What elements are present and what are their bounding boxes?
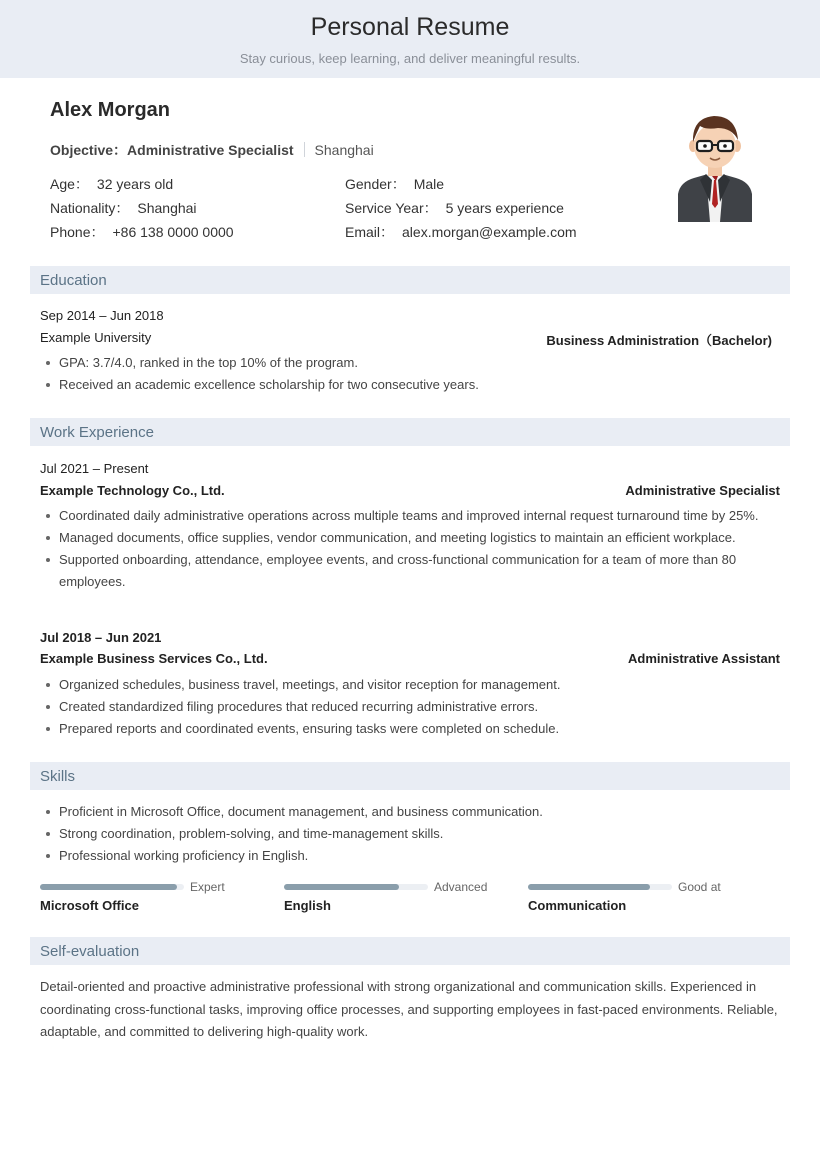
skill-bar-track [40, 884, 184, 890]
skill-level: Advanced [434, 880, 488, 894]
list-item: Supported onboarding, attendance, employee events, and cross-functional communication for a team of more than 80 employees. [40, 549, 785, 593]
job-company: Example Business Services Co., Ltd. [40, 651, 268, 666]
page-header [0, 0, 820, 78]
job-role: Administrative Specialist [625, 483, 780, 498]
info-phone-value: +86 138 0000 0000 [112, 224, 234, 240]
skill-bar-fill [528, 884, 650, 890]
skill-level: Good at [678, 880, 721, 894]
self-evaluation-text: Detail-oriented and proactive administrative professional with strong organizational and communication skills. Experienced in coordinating cross-functional tasks, improving office processes, and supporting employees in fast-paced environments. Reliable, adaptable, and committed to delivering high-quality work. [40, 979, 778, 1039]
skill-level: Expert [190, 880, 225, 894]
info-gender-value: Male [413, 176, 445, 192]
education-period: Sep 2014 – Jun 2018 [40, 308, 164, 323]
job-role: Administrative Assistant [628, 651, 780, 666]
info-email [345, 222, 577, 242]
page-subtitle: Stay curious, keep learning, and deliver meaningful results. [239, 51, 581, 66]
objective-line [50, 140, 374, 160]
section-title-education: Education [40, 272, 107, 289]
info-email-label: Email： [345, 224, 395, 240]
list-item: Received an academic excellence scholarship for two consecutive years. [40, 374, 785, 396]
section-header-self-evaluation [30, 937, 790, 965]
skill-name: English [284, 898, 331, 913]
skill-bar-fill [284, 884, 399, 890]
skills-bullets [40, 801, 785, 867]
skill-bar-track [284, 884, 428, 890]
list-item: Strong coordination, problem-solving, and time-management skills. [40, 823, 785, 845]
info-nationality-label: Nationality： [50, 200, 130, 216]
section-title-skills: Skills [40, 768, 76, 785]
skill-name: Communication [528, 898, 627, 913]
section-title-work: Work Experience [40, 424, 154, 441]
info-phone-label: Phone： [50, 224, 105, 240]
info-gender-label: Gender： [345, 176, 406, 192]
info-service-value: 5 years experience [445, 200, 564, 216]
section-header-education [30, 266, 790, 294]
list-item: Coordinated daily administrative operations across multiple teams and improved internal request turnaround time by 25%. [40, 505, 785, 527]
job-bullets [40, 674, 785, 740]
divider [304, 142, 305, 157]
list-item: Managed documents, office supplies, vendor communication, and meeting logistics to maintain an efficient workplace. [40, 527, 785, 549]
list-item: Proficient in Microsoft Office, document management, and business communication. [40, 801, 785, 823]
info-nationality [50, 198, 197, 218]
job-period: Jul 2021 – Present [40, 461, 149, 476]
businessman-avatar-icon [672, 110, 758, 222]
job-company: Example Technology Co., Ltd. [40, 483, 225, 498]
list-item: GPA: 3.7/4.0, ranked in the top 10% of the program. [40, 352, 785, 374]
section-header-skills [30, 762, 790, 790]
info-service-year [345, 198, 564, 218]
education-degree: Business Administration（Bachelor) [546, 333, 772, 348]
job-bullets [40, 505, 785, 593]
info-age-label: Age： [50, 176, 89, 192]
objective-text: Objective：Administrative Specialist [50, 142, 294, 158]
skill-name: Microsoft Office [40, 898, 139, 913]
candidate-name: Alex Morgan [50, 99, 171, 121]
education-bullets [40, 352, 785, 396]
section-title-self-evaluation: Self-evaluation [40, 943, 140, 960]
info-service-label: Service Year： [345, 200, 438, 216]
info-phone [50, 222, 234, 242]
list-item: Professional working proficiency in English. [40, 845, 785, 867]
job-period: Jul 2018 – Jun 2021 [40, 630, 162, 645]
education-school: Example University [40, 330, 152, 345]
info-nationality-value: Shanghai [137, 200, 197, 216]
objective-city: Shanghai [314, 142, 374, 158]
info-age [50, 174, 173, 194]
skill-bar-track [528, 884, 672, 890]
page-title: Personal Resume [310, 13, 510, 41]
list-item: Organized schedules, business travel, meetings, and visitor reception for management. [40, 674, 785, 696]
info-email-value: alex.morgan@example.com [402, 224, 577, 240]
skill-bar-fill [40, 884, 177, 890]
list-item: Created standardized filing procedures that reduced recurring administrative errors. [40, 696, 785, 718]
list-item: Prepared reports and coordinated events, ensuring tasks were completed on schedule. [40, 718, 785, 740]
section-header-work [30, 418, 790, 446]
info-gender [345, 174, 444, 194]
info-age-value: 32 years old [96, 176, 174, 192]
